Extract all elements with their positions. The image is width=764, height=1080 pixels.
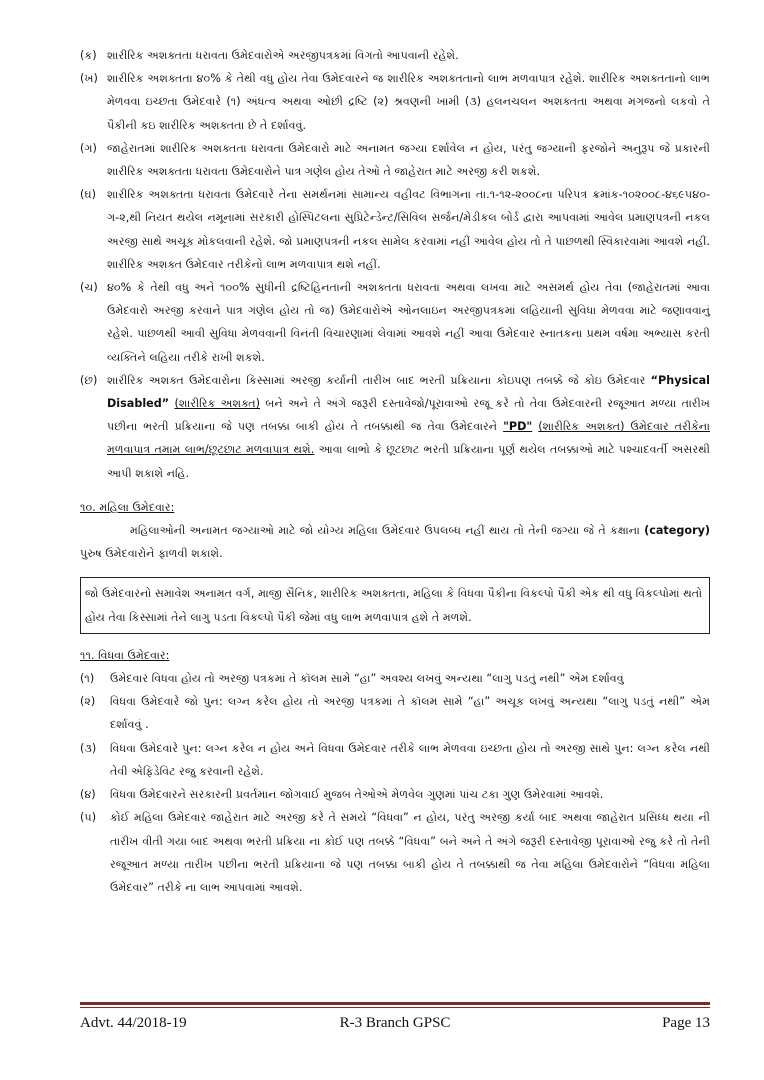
text-run: ઉમેદવાર વિધવા હોય તો અરજી પત્રકમાં તે કૉલમ સામે “હા” અવશ્ય લખવું અન્યથા “લાગુ પડતું નથી” એમ દર્શાવવું — [110, 672, 624, 686]
footer-advt-number: Advt. 44/2018-19 — [80, 1015, 187, 1031]
clause-text — [110, 737, 710, 783]
clause-marker: (૪) — [80, 788, 96, 802]
section-11-heading: ૧૧. વિધવા ઉમેદવાર: — [80, 648, 170, 662]
text-run: (category) — [644, 524, 710, 538]
text-run: કોઈ મહિલા ઉમેદવાર જાહેરાત માટે અરજી કરે તે સમયે “વિધવા” ન હોય, પરંતુ અરજી કર્યા બાદ અથવા જાહેરાત પ્રસિધ્ધ થયા ની તારીખ વીતી ગયા બાદ અથવા ભરતી પ્રક્રિયા ના કોઈ પણ તબક્કે “વિધવા” બને અને તે અંગે જરૂરી દસ્તાવેજી પૂરાવાઓ રજુ કરે તો તેની રજૂઆત મળ્યા તારીખ પછીના ભરતી પ્રક્રિયાના જે પણ તબક્કા બાકી હોય તે તબક્કાથી જ તેવા મહિલા ઉમેદવારોને “વિધવા મહિલા ઉમેદવાર” તરીકે ના લાભ આપવામાં આવશે. — [110, 811, 710, 894]
clause-marker: (ઘ) — [80, 188, 97, 202]
clause-2 — [80, 67, 710, 137]
clause-text — [107, 44, 710, 67]
clause-text — [110, 783, 710, 806]
clause-marker: (ગ) — [80, 141, 97, 155]
clause-text — [110, 690, 710, 736]
widow-candidate-clauses — [80, 667, 710, 899]
page-footer — [80, 1015, 710, 1037]
footer-page-number: Page 13 — [662, 1015, 710, 1031]
clause-text — [110, 667, 710, 690]
widow-clause-1 — [80, 667, 710, 690]
section-10-heading: ૧૦. મહિલા ઉમેદવાર: — [80, 500, 175, 514]
clause-4 — [80, 183, 710, 276]
clause-marker: (૫) — [80, 811, 97, 825]
clause-3 — [80, 137, 710, 183]
physical-disability-clauses — [80, 44, 710, 485]
clause-marker: (ખ) — [80, 72, 98, 86]
text-run: શારીરિક અશક્તતા ધરાવતા ઉમેદવારોએ અરજીપત્રકમાં વિગતો આપવાની રહેશે. — [107, 49, 459, 62]
text-run: બને અને તે અંગે જરૂરી દસ્તાવેજો/પૂરાવાઓ રજૂ કરે તો તેવા ઉમેદવારની રજૂઆત મળ્યા તારીખ પછીના ભરતી પ્રક્રિયાના જે પણ તબક્કા બાકી હોય તે તબક્કાથી જ તેવા ઉમેદવારને — [107, 397, 710, 434]
text-run: (શારીરિક અશક્ત) — [174, 397, 260, 411]
text-run: “Physical Disabled” — [107, 373, 710, 411]
clause-marker: (૩) — [80, 741, 97, 755]
document-body — [80, 44, 710, 899]
widow-clause-2 — [80, 690, 710, 736]
text-run: (શારીરિક અશક્ત) ઉમેદવાર તરીકેના મળવાપાત્ર તમામ લાભ/છૂટછાટ મળવાપાત્ર થશે. — [107, 420, 710, 457]
text-run: મહિલાઓની અનામત જગ્યાઓ માટે જો યોગ્ય મહિલા ઉમેદવાર ઉપલબ્ધ નહીં થાય તો તેની જગ્યા જે તે કક્ષાના — [130, 524, 645, 538]
clause-text — [107, 67, 710, 137]
clause-text — [107, 183, 710, 276]
note-box: જો ઉમેદવારનો સમાવેશ અનામત વર્ગ, માજી સૈનિક, શારીરિક અશક્તતા, મહિલા કે વિધવા પૈકીના વિકલ્પો પૈકી એક થી વધુ વિકલ્પોમાં થતો હોય તેવા કિસ્સામાં તેને લાગુ પડતા વિકલ્પો પૈકી જેમાં વધુ લાભ મળવાપાત્ર હશે તે મળશે. — [80, 577, 710, 633]
clause-marker: (૧) — [80, 672, 95, 686]
text-run: આવા લાભો કે છૂટછાટ ભરતી પ્રક્રિયાના પૂર્ણ થયેલ તબક્કાઓ માટે પશ્ચાદવર્તી અસરથી આપી શકાશે નહિ. — [107, 443, 710, 480]
clause-marker: (૨) — [80, 695, 96, 709]
clause-text — [107, 369, 710, 485]
text-run: જાહેરાતમાં શારીરિક અશક્તતા ધરાવતા ઉમેદવારો માટે અનામત જગ્યા દર્શાવેલ ન હોય, પરંતુ જગ્યાની ફરજોને અનુરૂપ જે પ્રકારની શારીરિક અશક્તતા ધરાવતા ઉમેદવારોને પાત્ર ગણેલ હોય તેઓ તે જાહેરાત માટે અરજી કરી શકશે. — [107, 141, 710, 179]
clause-1 — [80, 44, 710, 67]
clause-text — [107, 137, 710, 183]
clause-marker: (ચ) — [80, 281, 98, 295]
clause-text — [107, 276, 710, 369]
footer-branch: R-3 Branch GPSC — [339, 1015, 451, 1031]
text-run: વિધવા ઉમેદવારે પુન: લગ્ન કરેલ ન હોય અને વિધવા ઉમેદવાર તરીકે લાભ મેળવવા ઇચ્છતા હોય તો અરજી સાથે પુન: લગ્ન કરેલ નથી તેવી એફિડેવિટ રજુ કરવાની રહેશે. — [110, 741, 710, 778]
footer-rule-thick — [80, 1002, 710, 1005]
widow-clause-5 — [80, 806, 710, 899]
text-run: વિધવા ઉમેદવારે જો પુન: લગ્ન કરેલ હોય તો અરજી પત્રકમાં તે કૉલમ સામે “હા” અચૂક લખવું અન્યથા “લાગુ પડતું નથી” એમ દર્શાવવું . — [110, 695, 710, 732]
section-10-paragraph — [80, 519, 710, 565]
text-run: ૪૦% કે તેથી વધુ અને ૧૦૦% સુધીની દ્રષ્ટિહિનતાની અશક્તતા ધરાવતા અથવા લખવા માટે અસમર્થ હોય તેવા (જાહેરાતમાં આવા ઉમેદવારો અરજી કરવાને પાત્ર ગણેલ હોય તો જ) ઉમેદવારોએ ઓનલાઇન અરજીપત્રકમાં લહિયાની સુવિધા મેળવવા માટે જણાવવાનું રહેશે. પાછળથી આવી સુવિધા મેળવવાની વિનંતી વિચારણામાં લેવામાં આવશે નહીં આવા ઉમેદવાર સ્નાતકના પ્રથમ વર્ષમા અભ્યાસ કરતી વ્યક્તિને લહિયા તરીકે રાખી શકશે. — [107, 281, 710, 364]
clause-6 — [80, 369, 710, 485]
text-run: શારીરિક અશક્તતા ૪૦% કે તેથી વધુ હોય તેવા ઉમેદવારને જ શારીરિક અશક્તતાનો લાભ મળવાપાત્ર રહેશે. શારીરિક અશક્તતાનો લાભ મેળવવા ઇચ્છતા ઉમેદવારે (૧) અંધત્વ અથવા ઓછી દ્રષ્ટિ (૨) શ્રવણની ખામી (૩) હલનચલન અશક્તતા અથવા મગજનો લકવો તે પૈકીની કઇ શારીરિક અશક્તતા છે તે દર્શાવવું. — [107, 72, 710, 132]
text-run: વિધવા ઉમેદવારને સરકારની પ્રવર્તમાન જોગવાઈ મુજબ તેઓએ મેળવેલ ગુણમાં પાંચ ટકા ગુણ ઉમેરવામાં આવશે. — [110, 788, 604, 802]
clause-5 — [80, 276, 710, 369]
clause-marker: (છ) — [80, 373, 98, 387]
widow-clause-4 — [80, 783, 710, 806]
clause-marker: (ક) — [80, 49, 97, 62]
text-run: શારીરિક અશક્ત ઉમેદવારોના કિસ્સામાં અરજી કર્યાની તારીખ બાદ ભરતી પ્રક્રિયાના કોઇપણ તબક્કે જે કોઇ ઉમેદવાર — [107, 373, 651, 387]
footer-rule-thin — [80, 1007, 710, 1008]
text-run: "PD" — [503, 420, 533, 434]
text-run: પુરુષ ઉમેદવારોને ફાળવી શકાશે. — [80, 547, 223, 561]
clause-text — [110, 806, 710, 899]
text-run: શારીરિક અશક્તતા ધરાવતા ઉમેદવારે તેના સમર્થનમાં સામાન્ય વહીવટ વિભાગના તા.૧-૧૨-૨૦૦૮ના પરિપત્ર ક્રમાંક-૧૦૨૦૦૮-૪૬૯૫૪૦-ગ-૨,થી નિયત થયેલ નમૂનામાં સરકારી હોસ્પિટલના સુપ્રિટેન્ડેન્ટ/સિવિલ સર્જન/મેડીકલ બોર્ડ દ્વારા આપવામાં આવેલ પ્રમાણપત્રની નકલ અરજી સાથે અચૂક મોકલવાની રહેશે. જો પ્રમાણપત્રની નકલ સામેલ કરવામાં નહીં આવેલ હોય તો તે પાછળથી સ્વિકારવામાં આવશે નહીં. શારીરિક અશક્ત ઉમેદવાર તરીકેનો લાભ મળવાપાત્ર થશે નહીં. — [107, 188, 710, 271]
widow-clause-3 — [80, 737, 710, 783]
